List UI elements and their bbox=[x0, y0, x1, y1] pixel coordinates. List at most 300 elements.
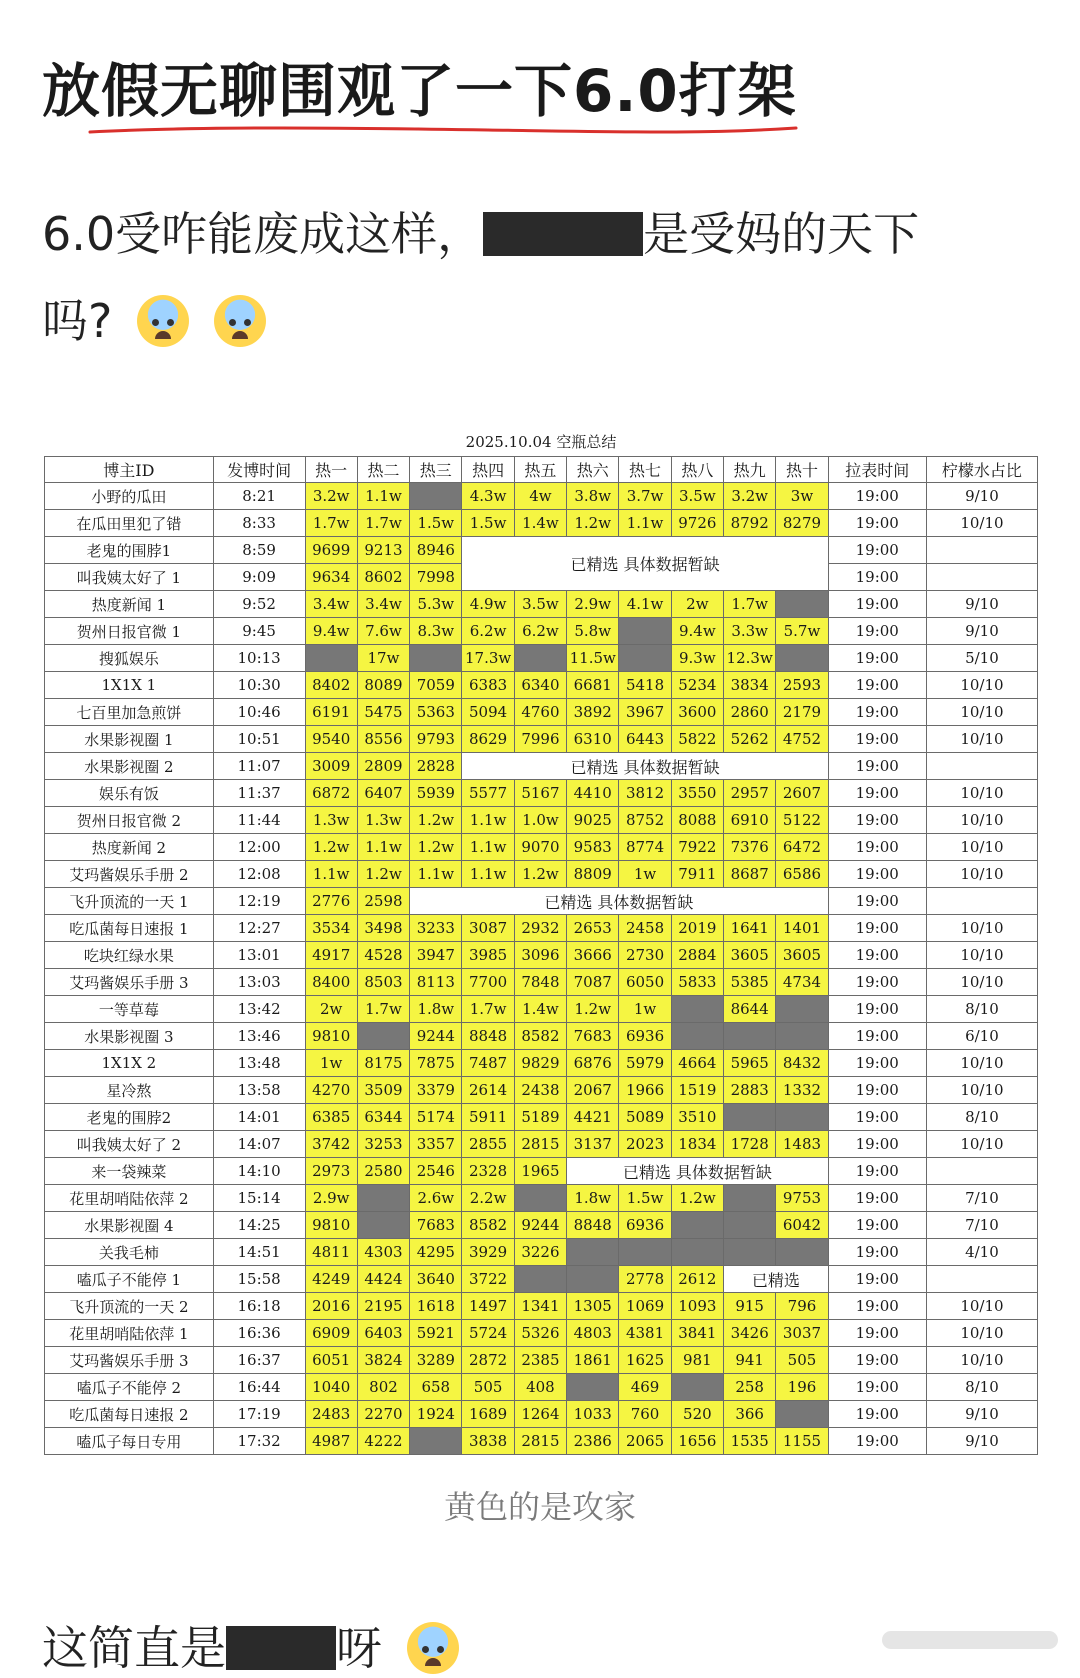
hot-value-cell bbox=[776, 1023, 828, 1050]
post-time-cell: 15:58 bbox=[213, 1266, 305, 1293]
ratio-cell: 8/10 bbox=[926, 996, 1037, 1023]
table-row bbox=[45, 483, 1038, 510]
hot-value-cell bbox=[619, 618, 671, 645]
table-row bbox=[45, 1347, 1038, 1374]
hot-value-cell: 5.8w bbox=[567, 618, 619, 645]
ratio-cell bbox=[926, 888, 1037, 915]
hot-value-cell: 1689 bbox=[462, 1401, 514, 1428]
hot-value-cell: 3.5w bbox=[514, 591, 566, 618]
pull-time-cell: 19:00 bbox=[828, 888, 926, 915]
table-row bbox=[45, 1428, 1038, 1455]
hot-value-cell: 2809 bbox=[357, 753, 409, 780]
table-row bbox=[45, 1185, 1038, 1212]
pull-time-cell: 19:00 bbox=[828, 1293, 926, 1320]
post-time-cell: 11:37 bbox=[213, 780, 305, 807]
red-underline bbox=[88, 124, 800, 138]
hot-value-cell: 6407 bbox=[357, 780, 409, 807]
hot-value-cell: 4.9w bbox=[462, 591, 514, 618]
anxious-face-icon bbox=[137, 295, 189, 347]
table-row bbox=[45, 1023, 1038, 1050]
column-header: 热六 bbox=[567, 457, 619, 483]
blogger-id-cell: 热度新闻 1 bbox=[45, 591, 214, 618]
paragraph-text: 是受妈的天下 bbox=[643, 207, 920, 261]
hot-value-cell: 1.2w bbox=[357, 861, 409, 888]
hot-value-cell: 6344 bbox=[357, 1104, 409, 1131]
table-row bbox=[45, 996, 1038, 1023]
hot-value-cell: 7996 bbox=[514, 726, 566, 753]
pull-time-cell: 19:00 bbox=[828, 483, 926, 510]
hot-value-cell: 8279 bbox=[776, 510, 828, 537]
hot-value-cell: 5979 bbox=[619, 1050, 671, 1077]
hot-value-cell: 3w bbox=[776, 483, 828, 510]
pull-time-cell: 19:00 bbox=[828, 753, 926, 780]
hot-value-cell: 12.3w bbox=[724, 645, 776, 672]
hot-value-cell: 6681 bbox=[567, 672, 619, 699]
hot-value-cell bbox=[567, 1239, 619, 1266]
redacted-text bbox=[226, 1626, 336, 1670]
post-time-cell: 14:25 bbox=[213, 1212, 305, 1239]
hot-value-cell: 7875 bbox=[410, 1050, 462, 1077]
hot-value-cell: 3426 bbox=[724, 1320, 776, 1347]
blogger-id-cell: 关我毛柿 bbox=[45, 1239, 214, 1266]
hot-value-cell: 941 bbox=[724, 1347, 776, 1374]
hot-value-cell: 2w bbox=[305, 996, 357, 1023]
hot-value-cell: 9244 bbox=[410, 1023, 462, 1050]
table-row bbox=[45, 1239, 1038, 1266]
table-row bbox=[45, 672, 1038, 699]
hot-value-cell: 8629 bbox=[462, 726, 514, 753]
hot-value-cell: 4303 bbox=[357, 1239, 409, 1266]
hot-value-cell: 2815 bbox=[514, 1428, 566, 1455]
ratio-cell: 7/10 bbox=[926, 1212, 1037, 1239]
post-time-cell: 14:10 bbox=[213, 1158, 305, 1185]
hot-value-cell bbox=[514, 1266, 566, 1293]
post-time-cell: 14:51 bbox=[213, 1239, 305, 1266]
post-time-cell: 8:59 bbox=[213, 537, 305, 564]
hot-value-cell bbox=[776, 1104, 828, 1131]
hot-value-cell: 3967 bbox=[619, 699, 671, 726]
post-time-cell: 16:36 bbox=[213, 1320, 305, 1347]
pull-time-cell: 19:00 bbox=[828, 618, 926, 645]
hot-value-cell: 1.1w bbox=[462, 861, 514, 888]
hot-value-cell: 1.7w bbox=[357, 996, 409, 1023]
pull-time-cell: 19:00 bbox=[828, 591, 926, 618]
hot-value-cell: 2614 bbox=[462, 1077, 514, 1104]
pull-time-cell: 19:00 bbox=[828, 510, 926, 537]
hot-value-cell bbox=[671, 1374, 723, 1401]
table-row bbox=[45, 1401, 1038, 1428]
hot-value-cell: 1.8w bbox=[567, 1185, 619, 1212]
hot-value-cell: 7848 bbox=[514, 969, 566, 996]
hot-value-cell: 1.2w bbox=[410, 834, 462, 861]
ratio-cell bbox=[926, 1266, 1037, 1293]
ratio-cell: 8/10 bbox=[926, 1104, 1037, 1131]
hot-value-cell: 8848 bbox=[567, 1212, 619, 1239]
ratio-cell: 10/10 bbox=[926, 969, 1037, 996]
hot-value-cell: 9.4w bbox=[305, 618, 357, 645]
post-time-cell: 11:07 bbox=[213, 753, 305, 780]
post-time-cell: 16:44 bbox=[213, 1374, 305, 1401]
post-time-cell: 12:27 bbox=[213, 915, 305, 942]
post-time-cell: 16:37 bbox=[213, 1347, 305, 1374]
hot-value-cell: 6.2w bbox=[462, 618, 514, 645]
hot-value-cell: 5174 bbox=[410, 1104, 462, 1131]
blogger-id-cell: 水果影视圈 1 bbox=[45, 726, 214, 753]
hot-value-cell: 1483 bbox=[776, 1131, 828, 1158]
blogger-id-cell: 飞升顶流的一天 1 bbox=[45, 888, 214, 915]
pull-time-cell: 19:00 bbox=[828, 915, 926, 942]
hot-value-cell: 5724 bbox=[462, 1320, 514, 1347]
pull-time-cell: 19:00 bbox=[828, 1104, 926, 1131]
hot-value-cell: 5363 bbox=[410, 699, 462, 726]
hot-value-cell: 3534 bbox=[305, 915, 357, 942]
hot-value-cell: 3929 bbox=[462, 1239, 514, 1266]
hot-value-cell: 1264 bbox=[514, 1401, 566, 1428]
pull-time-cell: 19:00 bbox=[828, 726, 926, 753]
table-row bbox=[45, 1077, 1038, 1104]
hot-value-cell: 7683 bbox=[410, 1212, 462, 1239]
pull-time-cell: 19:00 bbox=[828, 942, 926, 969]
hot-value-cell: 1.2w bbox=[671, 1185, 723, 1212]
hot-value-cell: 2386 bbox=[567, 1428, 619, 1455]
hot-value-cell: 7911 bbox=[671, 861, 723, 888]
hot-value-cell: 8088 bbox=[671, 807, 723, 834]
hot-value-cell: 520 bbox=[671, 1401, 723, 1428]
ratio-cell: 10/10 bbox=[926, 699, 1037, 726]
hot-value-cell: 3666 bbox=[567, 942, 619, 969]
blogger-id-cell: 花里胡哨陆依萍 1 bbox=[45, 1320, 214, 1347]
hot-value-cell: 1.2w bbox=[514, 861, 566, 888]
post-time-cell: 10:30 bbox=[213, 672, 305, 699]
anxious-face-icon bbox=[214, 295, 266, 347]
column-header: 发博时间 bbox=[213, 457, 305, 483]
hot-value-cell: 3.3w bbox=[724, 618, 776, 645]
hot-value-cell: 8687 bbox=[724, 861, 776, 888]
hot-value-cell: 1.1w bbox=[357, 483, 409, 510]
blogger-id-cell: 艾玛酱娱乐手册 2 bbox=[45, 861, 214, 888]
hot-value-cell: 9025 bbox=[567, 807, 619, 834]
hot-value-cell: 3640 bbox=[410, 1266, 462, 1293]
hot-value-cell: 3742 bbox=[305, 1131, 357, 1158]
hot-value-cell: 2.9w bbox=[567, 591, 619, 618]
post-time-cell: 15:14 bbox=[213, 1185, 305, 1212]
hot-value-cell: 2778 bbox=[619, 1266, 671, 1293]
hot-value-cell: 8752 bbox=[619, 807, 671, 834]
hot-value-cell: 6042 bbox=[776, 1212, 828, 1239]
hot-value-cell: 9.3w bbox=[671, 645, 723, 672]
column-header: 热一 bbox=[305, 457, 357, 483]
table-row bbox=[45, 1104, 1038, 1131]
hot-value-cell: 796 bbox=[776, 1293, 828, 1320]
anxious-face-icon bbox=[407, 1622, 459, 1674]
hot-value-cell: 3037 bbox=[776, 1320, 828, 1347]
hot-value-cell: 3137 bbox=[567, 1131, 619, 1158]
hot-value-cell: 3.7w bbox=[619, 483, 671, 510]
hot-value-cell: 8.3w bbox=[410, 618, 462, 645]
blogger-id-cell: 吃瓜菌每日速报 1 bbox=[45, 915, 214, 942]
table-row bbox=[45, 510, 1038, 537]
hot-value-cell: 6.2w bbox=[514, 618, 566, 645]
blogger-id-cell: 吃块红绿水果 bbox=[45, 942, 214, 969]
hot-value-cell: 8946 bbox=[410, 537, 462, 564]
table-title: 2025.10.04 空瓶总结 bbox=[465, 433, 617, 451]
hot-value-cell: 3.4w bbox=[357, 591, 409, 618]
watermark-logo bbox=[880, 1627, 1060, 1653]
ratio-cell: 9/10 bbox=[926, 591, 1037, 618]
hot-value-cell bbox=[357, 1185, 409, 1212]
table-row bbox=[45, 834, 1038, 861]
pull-time-cell: 19:00 bbox=[828, 1401, 926, 1428]
column-header: 博主ID bbox=[45, 457, 214, 483]
blogger-id-cell: 水果影视圈 3 bbox=[45, 1023, 214, 1050]
blogger-id-cell: 水果影视圈 2 bbox=[45, 753, 214, 780]
post-time-cell: 14:07 bbox=[213, 1131, 305, 1158]
hot-value-cell: 5965 bbox=[724, 1050, 776, 1077]
hot-value-cell: 2883 bbox=[724, 1077, 776, 1104]
hot-value-cell: 5.3w bbox=[410, 591, 462, 618]
hot-value-cell: 3.5w bbox=[671, 483, 723, 510]
hot-value-cell: 4.1w bbox=[619, 591, 671, 618]
table-row bbox=[45, 699, 1038, 726]
hot-value-cell: 505 bbox=[776, 1347, 828, 1374]
hot-value-cell: 5577 bbox=[462, 780, 514, 807]
ratio-cell: 10/10 bbox=[926, 834, 1037, 861]
blogger-id-cell: 嗑瓜子不能停 1 bbox=[45, 1266, 214, 1293]
hot-value-cell: 3834 bbox=[724, 672, 776, 699]
ratio-cell: 10/10 bbox=[926, 780, 1037, 807]
hot-value-cell: 3985 bbox=[462, 942, 514, 969]
pull-time-cell: 19:00 bbox=[828, 564, 926, 591]
blogger-id-cell: 老鬼的围脖2 bbox=[45, 1104, 214, 1131]
hot-value-cell: 469 bbox=[619, 1374, 671, 1401]
ratio-cell bbox=[926, 537, 1037, 564]
hot-value-cell: 2860 bbox=[724, 699, 776, 726]
hot-value-cell bbox=[567, 1266, 619, 1293]
hot-value-cell: 5189 bbox=[514, 1104, 566, 1131]
table-row bbox=[45, 591, 1038, 618]
hot-value-cell: 3.4w bbox=[305, 591, 357, 618]
hot-value-cell: 2067 bbox=[567, 1077, 619, 1104]
blogger-id-cell: 吃瓜菌每日速报 2 bbox=[45, 1401, 214, 1428]
hot-value-cell: 3841 bbox=[671, 1320, 723, 1347]
hot-value-cell: 9540 bbox=[305, 726, 357, 753]
merged-note-cell: 已精选 具体数据暂缺 bbox=[462, 753, 828, 780]
hot-value-cell: 4249 bbox=[305, 1266, 357, 1293]
column-header: 热七 bbox=[619, 457, 671, 483]
hot-value-cell: 8400 bbox=[305, 969, 357, 996]
hot-value-cell: 6936 bbox=[619, 1023, 671, 1050]
hot-value-cell: 4295 bbox=[410, 1239, 462, 1266]
ratio-cell bbox=[926, 1158, 1037, 1185]
hot-value-cell: 8602 bbox=[357, 564, 409, 591]
hot-value-cell: 3379 bbox=[410, 1077, 462, 1104]
hot-value-cell: 9753 bbox=[776, 1185, 828, 1212]
hot-value-cell: 3838 bbox=[462, 1428, 514, 1455]
hot-value-cell: 1033 bbox=[567, 1401, 619, 1428]
hot-value-cell: 8848 bbox=[462, 1023, 514, 1050]
hot-value-cell bbox=[724, 1023, 776, 1050]
hot-value-cell: 9634 bbox=[305, 564, 357, 591]
table-row bbox=[45, 942, 1038, 969]
pull-time-cell: 19:00 bbox=[828, 861, 926, 888]
hot-value-cell: 17.3w bbox=[462, 645, 514, 672]
hot-value-cell: 3096 bbox=[514, 942, 566, 969]
pull-time-cell: 19:00 bbox=[828, 1374, 926, 1401]
ratio-cell: 5/10 bbox=[926, 645, 1037, 672]
hot-value-cell: 9070 bbox=[514, 834, 566, 861]
ratio-cell: 10/10 bbox=[926, 1320, 1037, 1347]
table-row bbox=[45, 780, 1038, 807]
hot-value-cell: 7087 bbox=[567, 969, 619, 996]
table-row bbox=[45, 1131, 1038, 1158]
ratio-cell: 9/10 bbox=[926, 483, 1037, 510]
hot-value-cell: 3357 bbox=[410, 1131, 462, 1158]
hot-value-cell: 1.1w bbox=[410, 861, 462, 888]
post-time-cell: 8:33 bbox=[213, 510, 305, 537]
pull-time-cell: 19:00 bbox=[828, 1320, 926, 1347]
post-title: 放假无聊围观了一下6.0打架 bbox=[42, 57, 797, 125]
hot-value-cell bbox=[724, 1185, 776, 1212]
hot-value-cell: 7922 bbox=[671, 834, 723, 861]
post-time-cell: 9:45 bbox=[213, 618, 305, 645]
hot-value-cell: 8113 bbox=[410, 969, 462, 996]
hot-value-cell: 1341 bbox=[514, 1293, 566, 1320]
hot-value-cell: 6310 bbox=[567, 726, 619, 753]
hot-value-cell bbox=[305, 645, 357, 672]
hot-value-cell: 8792 bbox=[724, 510, 776, 537]
hot-value-cell: 1965 bbox=[514, 1158, 566, 1185]
pull-time-cell: 19:00 bbox=[828, 996, 926, 1023]
hot-value-cell: 4.3w bbox=[462, 483, 514, 510]
hot-value-cell: 4410 bbox=[567, 780, 619, 807]
hot-value-cell: 4811 bbox=[305, 1239, 357, 1266]
post-time-cell: 10:51 bbox=[213, 726, 305, 753]
hot-value-cell: 6383 bbox=[462, 672, 514, 699]
hot-value-cell: 3498 bbox=[357, 915, 409, 942]
table-row bbox=[45, 861, 1038, 888]
hot-value-cell: 5475 bbox=[357, 699, 409, 726]
pull-time-cell: 19:00 bbox=[828, 1158, 926, 1185]
hot-value-cell: 3605 bbox=[724, 942, 776, 969]
redacted-text bbox=[483, 212, 643, 256]
hot-value-cell: 6472 bbox=[776, 834, 828, 861]
hot-value-cell: 2065 bbox=[619, 1428, 671, 1455]
hot-value-cell: 5939 bbox=[410, 780, 462, 807]
hot-value-cell bbox=[671, 996, 723, 1023]
hot-value-cell: 4664 bbox=[671, 1050, 723, 1077]
hot-value-cell: 4381 bbox=[619, 1320, 671, 1347]
hot-value-cell: 2w bbox=[671, 591, 723, 618]
hot-value-cell: 5.7w bbox=[776, 618, 828, 645]
hot-value-cell: 1535 bbox=[724, 1428, 776, 1455]
hot-value-cell: 1.2w bbox=[567, 510, 619, 537]
image-caption: 黄色的是攻家 bbox=[443, 1488, 636, 1526]
hot-value-cell: 1.3w bbox=[305, 807, 357, 834]
hot-value-cell: 3722 bbox=[462, 1266, 514, 1293]
hot-value-cell: 1.8w bbox=[410, 996, 462, 1023]
hot-value-cell: 6443 bbox=[619, 726, 671, 753]
ratio-cell: 9/10 bbox=[926, 618, 1037, 645]
ratio-cell bbox=[926, 753, 1037, 780]
hot-value-cell bbox=[410, 645, 462, 672]
blogger-id-cell: 搜狐娱乐 bbox=[45, 645, 214, 672]
hot-value-cell: 2730 bbox=[619, 942, 671, 969]
pull-time-cell: 19:00 bbox=[828, 1239, 926, 1266]
hot-value-cell: 5262 bbox=[724, 726, 776, 753]
hot-value-cell: 2828 bbox=[410, 753, 462, 780]
paragraph-text: 6.0受咋能废成这样， bbox=[42, 207, 484, 261]
table-row bbox=[45, 1320, 1038, 1347]
hot-value-cell: 3253 bbox=[357, 1131, 409, 1158]
ratio-cell: 8/10 bbox=[926, 1374, 1037, 1401]
hot-value-cell: 2973 bbox=[305, 1158, 357, 1185]
hot-value-cell: 1656 bbox=[671, 1428, 723, 1455]
hot-value-cell: 1618 bbox=[410, 1293, 462, 1320]
hot-value-cell: 8089 bbox=[357, 672, 409, 699]
hot-value-cell: 2815 bbox=[514, 1131, 566, 1158]
blogger-id-cell: 一等草莓 bbox=[45, 996, 214, 1023]
hot-value-cell: 1.7w bbox=[357, 510, 409, 537]
pull-time-cell: 19:00 bbox=[828, 1266, 926, 1293]
pull-time-cell: 19:00 bbox=[828, 1023, 926, 1050]
column-header: 热五 bbox=[514, 457, 566, 483]
hot-value-cell: 5094 bbox=[462, 699, 514, 726]
hot-value-cell: 4w bbox=[514, 483, 566, 510]
hot-value-cell: 1.5w bbox=[619, 1185, 671, 1212]
hot-value-cell bbox=[776, 1239, 828, 1266]
table-row bbox=[45, 1266, 1038, 1293]
pull-time-cell: 19:00 bbox=[828, 780, 926, 807]
hot-value-cell: 1.2w bbox=[410, 807, 462, 834]
blogger-id-cell: 1X1X 2 bbox=[45, 1050, 214, 1077]
ratio-cell: 10/10 bbox=[926, 915, 1037, 942]
hot-value-cell: 3550 bbox=[671, 780, 723, 807]
hot-value-cell bbox=[724, 1104, 776, 1131]
hot-value-cell: 1305 bbox=[567, 1293, 619, 1320]
hot-value-cell: 1332 bbox=[776, 1077, 828, 1104]
hot-value-cell: 1.7w bbox=[462, 996, 514, 1023]
hot-value-cell: 2593 bbox=[776, 672, 828, 699]
hot-value-cell: 1155 bbox=[776, 1428, 828, 1455]
blogger-id-cell: 1X1X 1 bbox=[45, 672, 214, 699]
hot-value-cell: 760 bbox=[619, 1401, 671, 1428]
hot-value-cell: 6191 bbox=[305, 699, 357, 726]
pull-time-cell: 19:00 bbox=[828, 1050, 926, 1077]
column-header: 热四 bbox=[462, 457, 514, 483]
hot-value-cell bbox=[357, 1212, 409, 1239]
hot-value-cell bbox=[671, 1212, 723, 1239]
hot-value-cell: 1w bbox=[619, 996, 671, 1023]
hot-value-cell: 2328 bbox=[462, 1158, 514, 1185]
ratio-cell: 4/10 bbox=[926, 1239, 1037, 1266]
hot-value-cell: 5385 bbox=[724, 969, 776, 996]
hot-value-cell bbox=[671, 1023, 723, 1050]
hot-value-cell: 8556 bbox=[357, 726, 409, 753]
hot-value-cell: 1834 bbox=[671, 1131, 723, 1158]
hot-value-cell bbox=[357, 1023, 409, 1050]
hot-value-cell: 8503 bbox=[357, 969, 409, 996]
ratio-cell: 10/10 bbox=[926, 1347, 1037, 1374]
blogger-id-cell: 娱乐有饭 bbox=[45, 780, 214, 807]
blogger-id-cell: 艾玛酱娱乐手册 3 bbox=[45, 969, 214, 996]
hot-value-cell: 1.1w bbox=[462, 834, 514, 861]
hot-value-cell: 17w bbox=[357, 645, 409, 672]
column-header: 热三 bbox=[410, 457, 462, 483]
post-time-cell: 13:03 bbox=[213, 969, 305, 996]
table-row bbox=[45, 618, 1038, 645]
ratio-cell bbox=[926, 564, 1037, 591]
hot-value-cell: 1966 bbox=[619, 1077, 671, 1104]
